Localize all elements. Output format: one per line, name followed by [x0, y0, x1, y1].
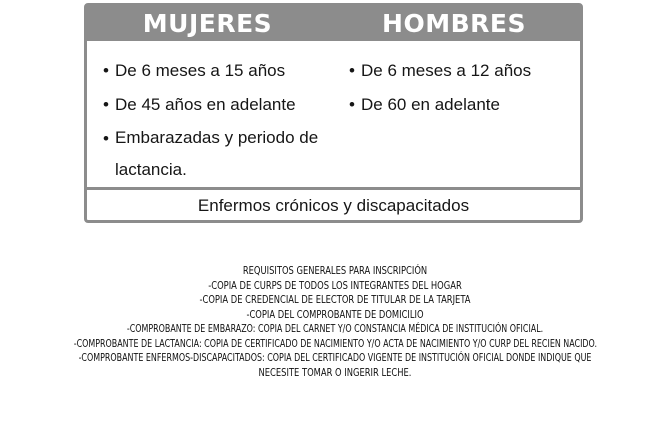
- card-body: [87, 41, 580, 187]
- eligibility-card: [84, 3, 583, 223]
- requirements-block: [0, 265, 670, 381]
- women-item-2: De 45 años en adelante: [115, 95, 296, 114]
- bullet-icon: •: [103, 129, 109, 148]
- women-item-3: Embarazadas y periodo de lactancia.: [115, 128, 319, 179]
- card-header: [87, 6, 580, 41]
- card-footer: Enfermos crónicos y discapacitados: [197, 196, 470, 215]
- requirement-line: -COPIA DE CURPS DE TODOS LOS INTEGRANTES DEL HOGAR: [208, 280, 462, 292]
- women-list: [103, 54, 335, 186]
- list-item: [103, 122, 335, 186]
- men-item-2: De 60 en adelante: [361, 95, 500, 114]
- men-title: HOMBRES: [382, 9, 526, 38]
- requirements-heading: REQUISITOS GENERALES PARA INSCRIPCIÓN: [242, 266, 428, 277]
- requirement-line: -COMPROBANTE ENFERMOS-DISCAPACITADOS: COPIA DEL CERTIFICADO VIGENTE DE INSTITUCIÓN OFICIAL DONDE INDIQUE QUE: [78, 353, 592, 364]
- list-item: [103, 88, 335, 122]
- list-item: [349, 88, 577, 122]
- requirement-line: -COPIA DEL COMPROBANTE DE DOMICILIO: [246, 309, 424, 321]
- men-list: [349, 54, 577, 122]
- requirement-line: -COPIA DE CREDENCIAL DE ELECTOR DE TITULAR DE LA TARJETA: [199, 295, 471, 306]
- list-item: [349, 54, 577, 88]
- list-item: [103, 54, 335, 88]
- bullet-icon: •: [103, 61, 109, 80]
- bullet-icon: •: [349, 95, 355, 114]
- bullet-icon: •: [103, 95, 109, 114]
- requirement-line: NECESITE TOMAR O INGERIR LECHE.: [258, 367, 412, 379]
- men-item-1: De 6 meses a 12 años: [361, 61, 532, 80]
- women-title: MUJERES: [142, 9, 273, 38]
- women-item-1: De 6 meses a 15 años: [115, 61, 286, 80]
- requirement-line: -COMPROBANTE DE LACTANCIA: COPIA DE CERTIFICADO DE NACIMIENTO Y/O ACTA DE NACIMIENTO Y/O CURP DEL RECIEN NACIDO.: [73, 338, 598, 350]
- bullet-icon: •: [349, 61, 355, 80]
- requirement-line: -COMPROBANTE DE EMBARAZO: COPIA DEL CARNET Y/O CONSTANCIA MÉDICA DE INSTITUCIÓN OFICIAL.: [126, 324, 544, 335]
